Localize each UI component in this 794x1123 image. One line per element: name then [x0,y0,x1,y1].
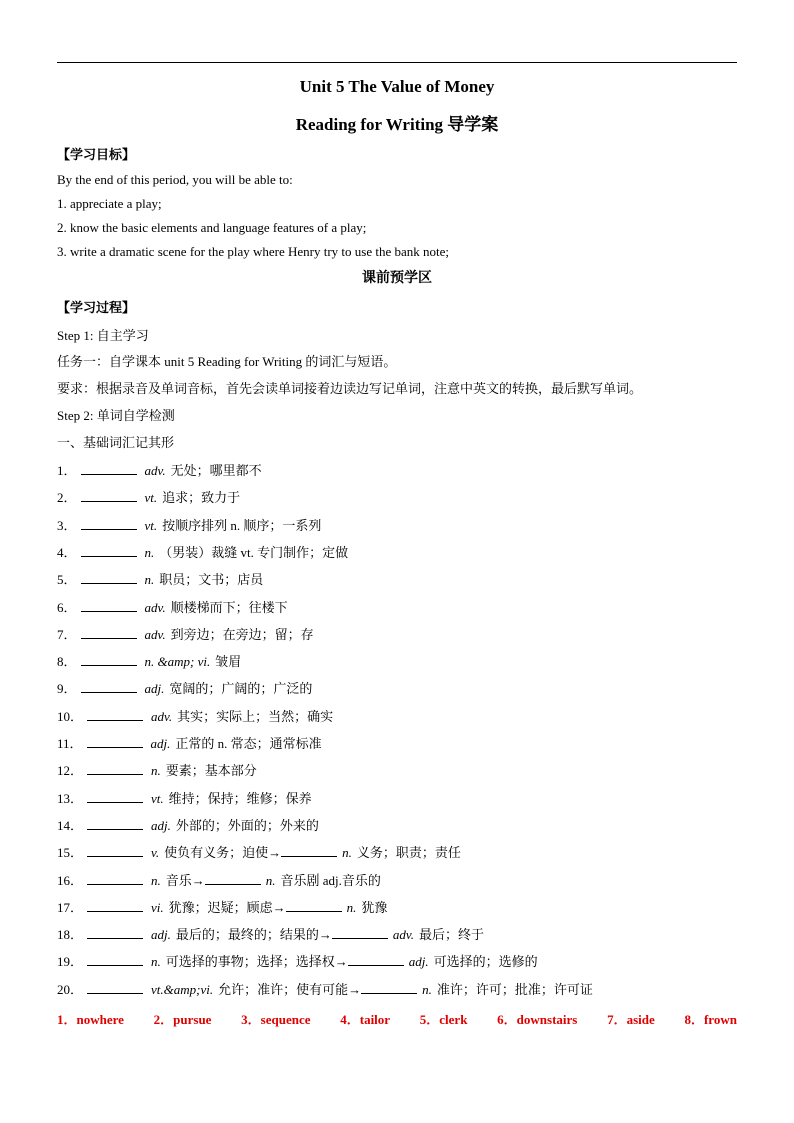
vocab-item [57,462,262,480]
vocab-number: 18． [57,927,84,942]
definition: 最后的；最终的；结果的→ [175,927,332,942]
part-of-speech: adv. [151,709,173,724]
vocab-number: 14． [57,818,84,833]
answer-key [57,1009,737,1028]
vocab-number: 16． [57,873,84,888]
answer-blank[interactable] [361,981,417,994]
part-of-speech: n. [342,845,352,860]
part-of-speech: n. [346,900,357,915]
vocab-item [57,653,241,671]
definition: 外部的；外面的；外来的 [175,818,319,833]
answer-blank[interactable] [87,762,143,775]
answer-blank[interactable] [81,626,137,639]
vocab-item [57,817,319,835]
preview-heading: 课前预学区 [362,271,432,286]
answer-blank[interactable] [81,680,137,693]
vocab-item [57,872,381,890]
part-of-speech: n. [265,873,276,888]
vocab-number: 3． [57,518,77,533]
definition: 按顺序排列 n. 顺序；一系列 [162,518,322,533]
definition: 职员；文书；店员 [159,572,264,587]
vocab-number: 9． [57,681,77,696]
answer-item: 1．nowhere [57,1012,124,1027]
header-rule [57,62,737,63]
part-of-speech: vt. [144,518,158,533]
part-of-speech: n. [151,873,161,888]
vocab-number: 13． [57,791,84,806]
vocab-number: 20． [57,982,84,997]
definition: 宽阔的；广阔的；广泛的 [169,681,313,696]
answer-blank[interactable] [81,517,137,530]
definition: 允许；准许；使有可能→ [218,982,362,997]
part-of-speech: vt. [144,490,158,505]
part-of-speech: adj. [151,818,171,833]
vocab-item [57,599,288,617]
answer-blank[interactable] [81,653,137,666]
requirement-text: 要求：根据录音及单词音标，首先会读单词接着边读边写记单词，注意中英文的转换，最后默写单词。 [57,381,643,396]
answer-blank[interactable] [87,872,143,885]
vocab-number: 2． [57,490,77,505]
vocab-item [57,926,484,944]
vocab-number: 19． [57,954,84,969]
definition: 可选择的；选修的 [433,954,538,969]
vocab-item [57,844,461,862]
vocab-number: 15． [57,845,84,860]
page-title: Unit 5 The Value of Money [299,77,495,96]
definition: 犹豫；迟疑；顾虑→ [168,900,286,915]
definition: 义务；职责；责任 [356,845,461,860]
definition: （男装）裁缝 vt. 专门制作；定做 [159,545,349,560]
definition: 到旁边；在旁边；留；存 [170,627,314,642]
answer-item: 2．pursue [153,1012,212,1027]
answer-item: 6．downstairs [497,1012,578,1027]
vocab-number: 5． [57,572,77,587]
vocab-item [57,790,312,808]
goal-item: 1. appreciate a play; [57,196,162,211]
answer-blank[interactable] [81,599,137,612]
answer-item: 5．clerk [419,1012,468,1027]
part-of-speech: n. [151,954,161,969]
answer-blank[interactable] [205,872,261,885]
step2-label: Step 2: 单词自学检测 [57,408,175,423]
part-of-speech: adv. [144,463,166,478]
vocab-number: 7． [57,627,77,642]
vocab-item [57,762,257,780]
vocab-number: 4． [57,545,77,560]
vocab-item [57,626,314,644]
definition: 音乐剧 adj.音乐的 [280,873,381,888]
answer-blank[interactable] [332,926,388,939]
vocab-number: 6． [57,600,77,615]
task1-text: 任务一：自学课本 unit 5 Reading for Writing 的词汇与短语。 [57,354,397,369]
part-of-speech: vt.&amp;vi. [151,982,214,997]
vocab-number: 8． [57,654,77,669]
answer-item: 8．frown [684,1012,737,1027]
definition: 准许；许可；批准；许可证 [436,982,593,997]
definition: 正常的 n. 常态；通常标准 [175,736,322,751]
answer-blank[interactable] [87,790,143,803]
part-of-speech: adv. [392,927,414,942]
part-of-speech: adv. [144,600,166,615]
definition: 要素；基本部分 [165,763,257,778]
part-of-speech: adj. [144,681,165,696]
answer-blank[interactable] [87,953,143,966]
vocab-item [57,571,263,589]
definition: 使负有义务；迫使→ [164,845,282,860]
goal-item: 3. write a dramatic scene for the play where Henry try to use the bank note; [57,244,450,259]
answer-blank[interactable] [87,926,143,939]
definition: 追求；致力于 [162,490,241,505]
step1-label: Step 1: 自主学习 [57,328,149,343]
goal-item: 2. know the basic elements and language features of a play; [57,220,367,235]
part-of-speech: vt. [151,791,164,806]
part-of-speech: adv. [144,627,166,642]
definition: 维持；保持；维修；保养 [168,791,312,806]
part-of-speech: vi. [151,900,164,915]
part-of-speech: n. [144,572,155,587]
process-heading: 【学习过程】 [57,300,136,315]
answer-blank[interactable] [81,544,137,557]
vocab-number: 17． [57,900,84,915]
part-of-speech: adj. [408,954,429,969]
vocab-number: 12． [57,763,84,778]
definition: 其实；实际上；当然；确实 [177,709,334,724]
vocab-number: 11． [57,736,83,751]
answer-blank[interactable] [87,735,143,748]
vocab-item [57,735,322,753]
answer-blank[interactable] [87,899,143,912]
part-of-speech: adj. [151,927,171,942]
definition: 无处；哪里都不 [170,463,262,478]
definition: 可选择的事物；选择；选择权→ [165,954,348,969]
part-of-speech: n. &amp; vi. [144,654,211,669]
answer-blank[interactable] [281,844,337,857]
vocab-number: 1． [57,463,77,478]
answer-blank[interactable] [81,571,137,584]
vocab-item [57,899,387,917]
answer-item: 3．sequence [241,1012,311,1027]
definition: 犹豫 [361,900,388,915]
definition: 音乐→ [165,873,205,888]
vocab-item [57,544,348,562]
vocab-item [57,981,593,999]
goals-intro: By the end of this period, you will be able to: [57,172,293,187]
part-of-speech: n. [151,763,161,778]
answer-blank[interactable] [87,708,143,721]
definition: 最后；终于 [418,927,484,942]
vocab-item [57,708,333,726]
answer-blank[interactable] [87,981,143,994]
vocab-item [57,953,538,971]
goals-heading: 【学习目标】 [57,147,136,162]
part-of-speech: n. [144,545,155,560]
answer-blank[interactable] [286,899,342,912]
part-of-speech: v. [151,845,160,860]
answer-item: 7．aside [607,1012,655,1027]
answer-blank[interactable] [81,462,137,475]
part-of-speech: adj. [150,736,171,751]
answer-blank[interactable] [81,489,137,502]
section1-heading: 一、基础词汇记其形 [57,435,175,450]
answer-item: 4．tailor [340,1012,391,1027]
definition: 皱眉 [215,654,242,669]
answer-blank[interactable] [348,953,404,966]
definition: 顺楼梯而下；往楼下 [170,600,288,615]
vocab-number: 10． [57,709,84,724]
part-of-speech: n. [422,982,432,997]
answer-blank[interactable] [87,844,143,857]
answer-blank[interactable] [87,817,143,830]
vocab-item [57,517,321,535]
vocab-item [57,680,312,698]
vocab-item [57,489,240,507]
page-subtitle: Reading for Writing 导学案 [295,115,499,134]
